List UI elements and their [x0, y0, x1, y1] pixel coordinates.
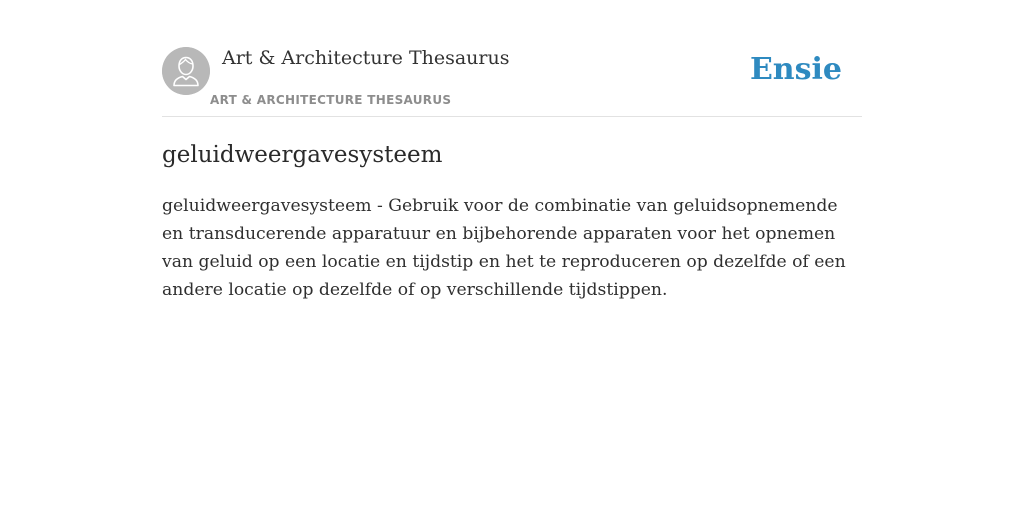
definition-text: geluidweergavesysteem - Gebruik voor de combinatie van geluidsopnemende en transducerende apparatuur en bijbehorende apparaten voor het opnemen van geluid op een locatie en tijdstip en het te reproduceren op dezelfde of een andere locatie op dezelfde of op verschillende tijdstippen. [162, 196, 846, 300]
author-name-link[interactable]: Art & Architecture Thesaurus [222, 47, 510, 69]
author-caption: ART & ARCHITECTURE THESAURUS [210, 93, 452, 107]
page-title: geluidweergavesysteem [162, 142, 443, 168]
avatar[interactable] [162, 47, 210, 95]
author-header [162, 46, 862, 117]
user-silhouette-icon [162, 47, 210, 95]
brand-logo[interactable]: Ensie [749, 52, 842, 87]
